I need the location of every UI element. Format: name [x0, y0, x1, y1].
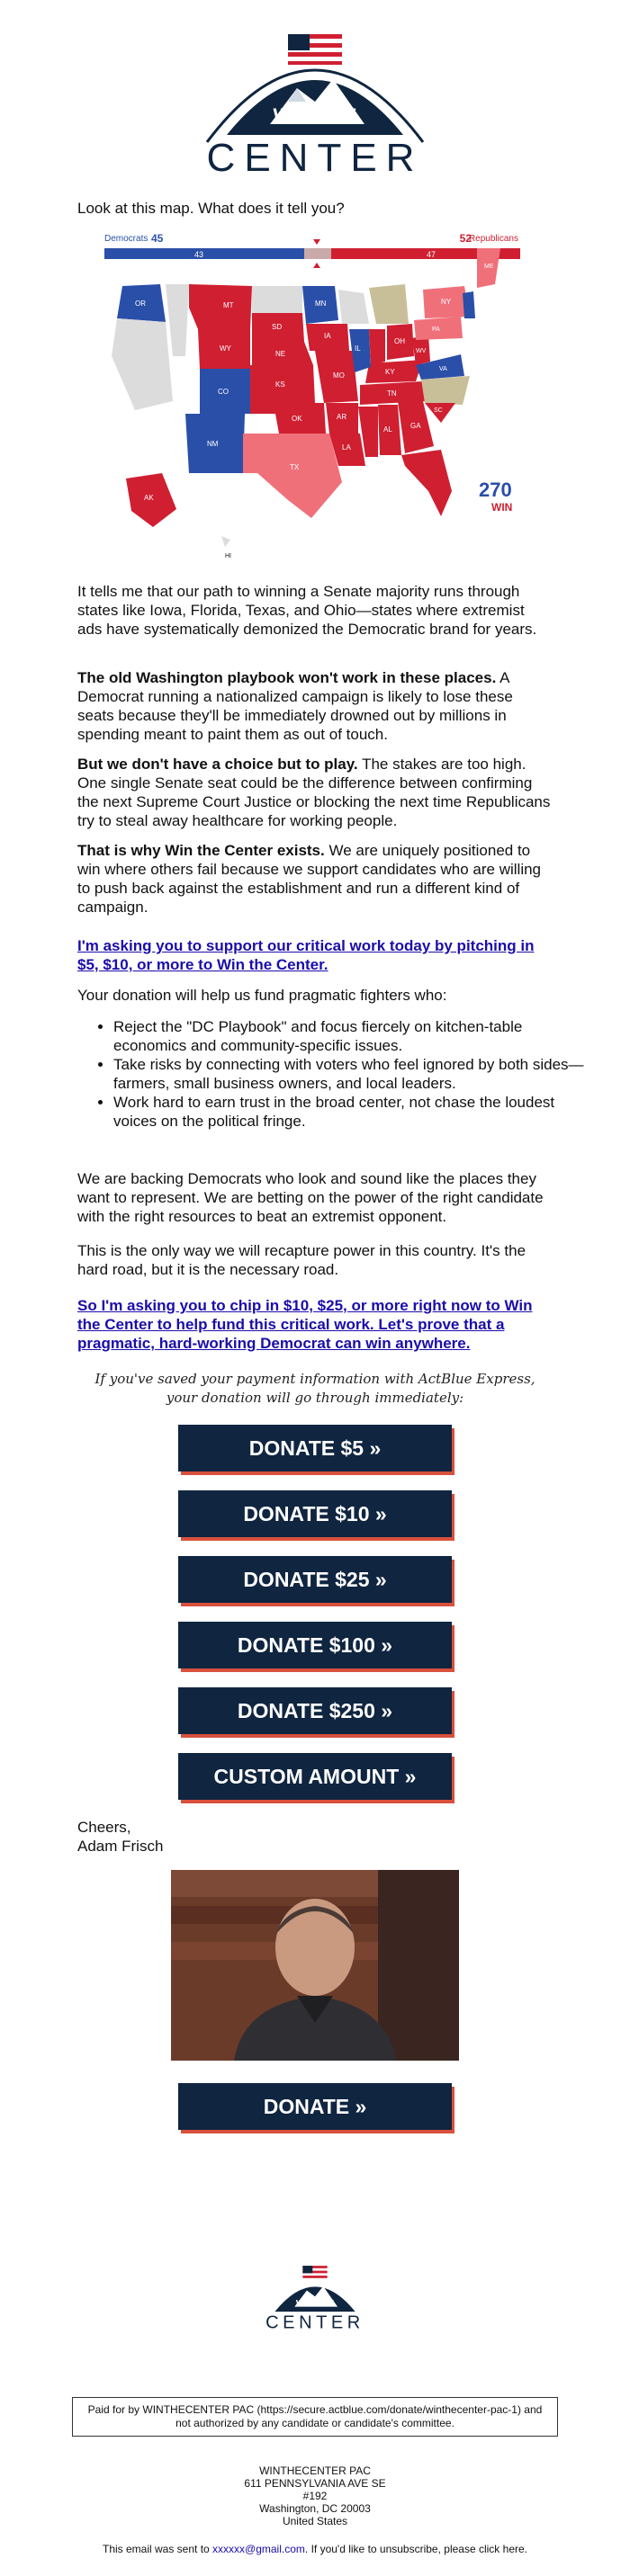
svg-text:MO: MO [333, 371, 345, 380]
actblue-express-note: If you've saved your payment information with ActBlue Express, your donation will go through immediately: [94, 1371, 536, 1406]
svg-text:MT: MT [223, 301, 234, 309]
donate-10-button[interactable]: DONATE $10 » [178, 1490, 452, 1537]
sent-prefix: This email was sent to [102, 2543, 213, 2555]
dem-count: 45 [151, 232, 164, 245]
dem-bar-value: 43 [194, 250, 204, 259]
candidate-photo [171, 1870, 459, 2061]
rep-bar-value: 47 [427, 250, 436, 259]
address-line-2: 611 PENNSYLVANIA AVE SE [244, 2477, 386, 2490]
paid-for-disclaimer: Paid for by WINTHECENTER PAC (https://secure.actblue.com/donate/winthecenter-pac-1) and not authorized by any candidate or candidate's committee. [72, 2397, 558, 2437]
list-item: • Take risks by connecting with voters who feel ignored by both sides—farmers, small business owners, and local leaders. [113, 1055, 589, 1093]
paragraph-6: We are backing Democrats who look and sound like the places they want to represent. We are betting on the power of the right candidate with the right resources to beat an extremist opponent. [77, 1170, 544, 1225]
svg-text:AR: AR [337, 413, 347, 421]
unsubscribe-line [0, 2543, 630, 2555]
svg-text:CO: CO [218, 388, 229, 396]
svg-text:TN: TN [387, 389, 397, 398]
paragraph-1: It tells me that our path to winning a Senate majority runs through states like Iowa, Florida, Texas, and Ohio—states where extremist ads have systematically demonized the Democratic brand for years. [77, 583, 537, 638]
logo-line2: CENTER [206, 136, 424, 178]
svg-text:AL: AL [383, 425, 392, 434]
address-line-1: WINTHECENTER PAC [259, 2464, 371, 2477]
address-line-5: United States [282, 2515, 348, 2527]
svg-text:IA: IA [324, 332, 331, 340]
paragraph-7: This is the only way we will recapture power in this country. It's the hard road, but it is the necessary road. [77, 1242, 526, 1278]
paragraph-2 [77, 668, 553, 744]
paragraph-3-bold: But we don't have a choice but to play. [77, 756, 358, 773]
svg-text:SD: SD [272, 323, 283, 331]
paragraph-2-bold: The old Washington playbook won't work in these places. [77, 669, 497, 686]
svg-text:IL: IL [355, 344, 361, 353]
svg-text:PA: PA [432, 326, 440, 333]
svg-text:KY: KY [385, 368, 395, 376]
list-item: • Work hard to earn trust in the broad center, not chase the loudest voices on the political fringe. [113, 1093, 589, 1131]
logo-line1: WIN THE [273, 104, 357, 127]
footer-logo-line1: WIN THE [295, 2298, 335, 2309]
address-line-3: #192 [302, 2490, 328, 2502]
svg-text:AK: AK [144, 494, 154, 502]
rep-label: Republicans [468, 234, 518, 244]
donate-250-button[interactable]: DONATE $250 » [178, 1687, 452, 1734]
cta-link-1[interactable]: I'm asking you to support our critical work today by pitching in $5, $10, or more to Win the Center. [77, 937, 535, 973]
donate-100-button[interactable]: DONATE $100 » [178, 1622, 452, 1668]
election-map [99, 230, 536, 565]
flag-icon [288, 34, 342, 65]
brand-win: WIN [491, 501, 513, 514]
svg-text:OR: OR [135, 300, 146, 308]
svg-text:SC: SC [434, 407, 443, 414]
paragraph-2-rest: A Democrat running a nationalized campaign is likely to lose these seats because they'll be immediately drowned out by millions in spending meant to paint them as out of touch. [77, 669, 513, 743]
signoff-cheers: Cheers, [77, 1819, 131, 1836]
signoff-name: Adam Frisch [77, 1838, 164, 1855]
footer-logo [257, 2258, 373, 2331]
unsubscribe-text[interactable]: . If you'd like to unsubscribe, please click here. [304, 2543, 527, 2555]
paragraph-3 [77, 755, 553, 830]
svg-text:OH: OH [394, 337, 405, 345]
cta-link-2-wrap [77, 1296, 553, 1353]
svg-text:ME: ME [484, 264, 494, 270]
donate-25-button[interactable]: DONATE $25 » [178, 1556, 452, 1603]
fighter-list [77, 1017, 589, 1131]
address-line-4: Washington, DC 20003 [259, 2502, 371, 2515]
paragraph-4-bold: That is why Win the Center exists. [77, 842, 325, 859]
svg-text:OK: OK [292, 415, 302, 423]
cta-link-1-wrap [77, 936, 553, 974]
footer-logo-line2: CENTER [266, 2312, 364, 2331]
svg-text:KS: KS [275, 380, 285, 389]
custom-amount-button[interactable]: CUSTOM AMOUNT » [178, 1753, 452, 1800]
svg-text:LA: LA [342, 443, 351, 452]
recipient-email-link[interactable]: xxxxxx@gmail.com [212, 2543, 305, 2555]
paragraph-5: Your donation will help us fund pragmatic fighters who: [77, 987, 447, 1004]
win-the-center-logo [189, 16, 441, 178]
svg-text:TX: TX [290, 463, 300, 471]
svg-text:MN: MN [315, 300, 327, 308]
svg-text:NY: NY [441, 298, 452, 306]
rep-count: 52 [459, 232, 472, 245]
paragraph-4-rest: We are uniquely positioned to win where others fail because we support candidates who are willing to push back against the establishment and run a different kind of campaign. [77, 842, 542, 916]
svg-text:NM: NM [207, 440, 219, 448]
intro-text: Look at this map. What does it tell you? [77, 200, 345, 217]
svg-text:VA: VA [439, 366, 447, 372]
svg-text:GA: GA [410, 422, 421, 430]
svg-text:WY: WY [220, 344, 231, 353]
dem-label: Democrats [104, 234, 148, 244]
svg-text:NE: NE [275, 350, 286, 358]
donate-button[interactable]: DONATE » [178, 2083, 452, 2130]
paragraph-4 [77, 841, 553, 917]
svg-text:HI: HI [225, 553, 231, 559]
list-item: • Reject the "DC Playbook" and focus fiercely on kitchen-table economics and community-specific issues. [113, 1017, 589, 1055]
cta-link-2[interactable]: So I'm asking you to chip in $10, $25, or more right now to Win the Center to help fund this critical work. Let's prove that a pragmatic, hard-working Democrat can win anywhere. [77, 1297, 533, 1352]
svg-text:WV: WV [416, 348, 427, 354]
brand-270: 270 [479, 479, 512, 501]
donate-5-button[interactable]: DONATE $5 » [178, 1425, 452, 1471]
paragraph-3-rest: The stakes are too high. One single Senate seat could be the difference between confirming the next Supreme Court Justice or blocking the next time Republicans try to steal away healthcare for working people. [77, 756, 551, 829]
